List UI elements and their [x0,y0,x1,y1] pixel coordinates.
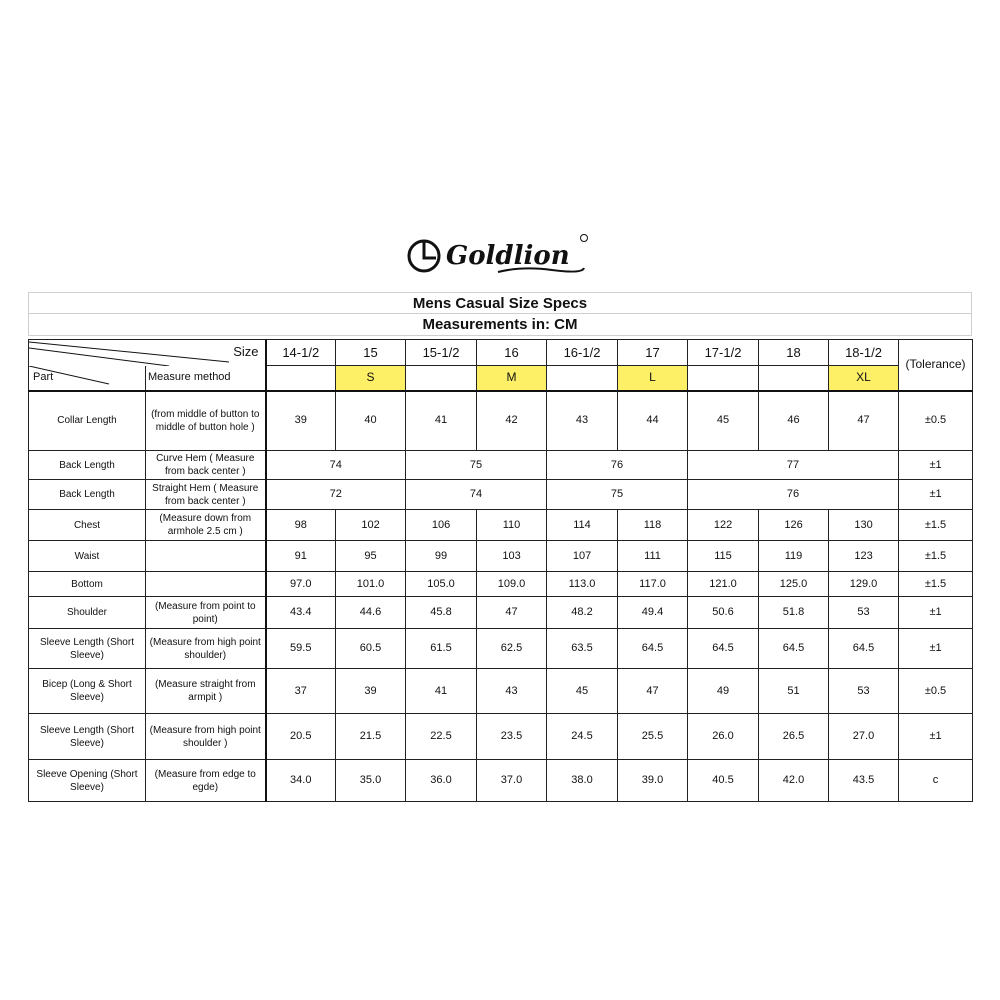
value-cell: 45 [688,391,759,451]
brand-logo [402,228,602,284]
method-cell: (from middle of button to middle of button hole ) [146,391,266,451]
value-cell: 44.6 [336,597,406,629]
value-cell: 42 [477,391,547,451]
value-cell: 34.0 [266,760,336,802]
table-row [29,714,973,760]
document-title: Mens Casual Size Specs [28,292,972,314]
value-cell: 64.5 [759,629,829,669]
value-cell: 26.5 [759,714,829,760]
value-cell: 53 [829,597,899,629]
value-cell: 49.4 [618,597,688,629]
value-cell: 121.0 [688,572,759,597]
diagonal-lines [29,340,266,366]
value-cell: 41 [406,669,477,714]
header-row-letters [29,366,973,391]
value-cell: 119 [759,541,829,572]
tolerance-cell: ±1 [899,480,973,510]
value-cell: 64.5 [829,629,899,669]
value-cell: 25.5 [618,714,688,760]
value-cell: 59.5 [266,629,336,669]
size-col-0: 14-1/2 [266,340,336,366]
size-col-4: 16-1/2 [547,340,618,366]
value-cell: 45 [547,669,618,714]
value-cell: 115 [688,541,759,572]
value-cell: 103 [477,541,547,572]
value-cell: 129.0 [829,572,899,597]
value-cell: 43.5 [829,760,899,802]
tolerance-cell: c [899,760,973,802]
value-cell: 110 [477,510,547,541]
value-cell: 74 [266,451,406,480]
tolerance-cell: ±1.5 [899,572,973,597]
table-row [29,760,973,802]
value-cell: 20.5 [266,714,336,760]
tolerance-cell: ±1 [899,714,973,760]
method-cell: (Measure from edge to egde) [146,760,266,802]
table-row [29,510,973,541]
tolerance-cell: ±1.5 [899,541,973,572]
value-cell: 111 [618,541,688,572]
tolerance-cell: ±1 [899,629,973,669]
method-cell: (Measure from high point shoulder) [146,629,266,669]
value-cell: 36.0 [406,760,477,802]
letter-col-3: M [477,366,547,391]
method-cell: (Measure from high point shoulder ) [146,714,266,760]
value-cell: 38.0 [547,760,618,802]
letter-col-0 [266,366,336,391]
value-cell: 123 [829,541,899,572]
value-cell: 74 [406,480,547,510]
value-cell: 105.0 [406,572,477,597]
size-col-1: 15 [336,340,406,366]
part-cell: Back Length [29,451,146,480]
part-cell: Collar Length [29,391,146,451]
part-cell: Sleeve Length (Short Sleeve) [29,629,146,669]
value-cell: 43 [547,391,618,451]
value-cell: 27.0 [829,714,899,760]
size-spec-table [28,339,973,802]
part-cell: Bottom [29,572,146,597]
value-cell: 39 [336,669,406,714]
value-cell: 75 [406,451,547,480]
value-cell: 49 [688,669,759,714]
table-row [29,451,973,480]
value-cell: 63.5 [547,629,618,669]
table-row [29,572,973,597]
header-row-sizes [29,340,973,366]
tolerance-cell: ±1 [899,451,973,480]
document-subtitle: Measurements in: CM [28,314,972,336]
value-cell: 39 [266,391,336,451]
tolerance-cell: ±0.5 [899,669,973,714]
part-cell: Chest [29,510,146,541]
method-cell [146,541,266,572]
value-cell: 76 [547,451,688,480]
value-cell: 40.5 [688,760,759,802]
value-cell: 47 [477,597,547,629]
value-cell: 53 [829,669,899,714]
value-cell: 113.0 [547,572,618,597]
value-cell: 60.5 [336,629,406,669]
goldlion-logo-mark-icon [402,228,602,284]
value-cell: 125.0 [759,572,829,597]
value-cell: 130 [829,510,899,541]
value-cell: 51 [759,669,829,714]
logo-wordmark: Goldlion [446,241,570,271]
part-cell: Shoulder [29,597,146,629]
letter-col-7 [759,366,829,391]
letter-col-8: XL [829,366,899,391]
letter-col-1: S [336,366,406,391]
value-cell: 61.5 [406,629,477,669]
part-cell: Back Length [29,480,146,510]
table-row [29,597,973,629]
value-cell: 44 [618,391,688,451]
value-cell: 39.0 [618,760,688,802]
tolerance-cell: ±1.5 [899,510,973,541]
value-cell: 47 [829,391,899,451]
value-cell: 109.0 [477,572,547,597]
size-col-3: 16 [477,340,547,366]
part-cell: Waist [29,541,146,572]
value-cell: 101.0 [336,572,406,597]
method-cell: (Measure down from armhole 2.5 cm ) [146,510,266,541]
size-col-7: 18 [759,340,829,366]
value-cell: 45.8 [406,597,477,629]
table-row [29,480,973,510]
value-cell: 117.0 [618,572,688,597]
value-cell: 91 [266,541,336,572]
part-label: Part [33,371,54,383]
value-cell: 42.0 [759,760,829,802]
size-col-8: 18-1/2 [829,340,899,366]
value-cell: 72 [266,480,406,510]
value-cell: 51.8 [759,597,829,629]
size-col-2: 15-1/2 [406,340,477,366]
value-cell: 76 [688,480,899,510]
value-cell: 99 [406,541,477,572]
method-cell: Straight Hem ( Measure from back center ) [146,480,266,510]
value-cell: 64.5 [618,629,688,669]
method-cell: (Measure straight from armpit ) [146,669,266,714]
value-cell: 37 [266,669,336,714]
table-row [29,669,973,714]
value-cell: 98 [266,510,336,541]
value-cell: 75 [547,480,688,510]
value-cell: 21.5 [336,714,406,760]
value-cell: 77 [688,451,899,480]
value-cell: 97.0 [266,572,336,597]
value-cell: 48.2 [547,597,618,629]
letter-col-2 [406,366,477,391]
value-cell: 35.0 [336,760,406,802]
value-cell: 107 [547,541,618,572]
value-cell: 102 [336,510,406,541]
value-cell: 23.5 [477,714,547,760]
size-label: Size [233,344,259,360]
value-cell: 50.6 [688,597,759,629]
value-cell: 40 [336,391,406,451]
part-header [29,366,146,391]
value-cell: 26.0 [688,714,759,760]
method-header: Measure method [146,366,266,391]
table-row [29,541,973,572]
value-cell: 47 [618,669,688,714]
letter-col-4 [547,366,618,391]
letter-col-5: L [618,366,688,391]
tolerance-cell: ±1 [899,597,973,629]
part-cell: Bicep (Long & Short Sleeve) [29,669,146,714]
value-cell: 43 [477,669,547,714]
value-cell: 24.5 [547,714,618,760]
value-cell: 106 [406,510,477,541]
value-cell: 122 [688,510,759,541]
value-cell: 62.5 [477,629,547,669]
value-cell: 46 [759,391,829,451]
tolerance-header: (Tolerance) [899,340,973,391]
value-cell: 126 [759,510,829,541]
size-col-6: 17-1/2 [688,340,759,366]
method-cell: (Measure from point to point) [146,597,266,629]
letter-col-6 [688,366,759,391]
header-corner [29,340,266,366]
value-cell: 95 [336,541,406,572]
method-cell: Curve Hem ( Measure from back center ) [146,451,266,480]
part-cell: Sleeve Opening (Short Sleeve) [29,760,146,802]
method-cell [146,572,266,597]
value-cell: 64.5 [688,629,759,669]
title-area [28,292,972,336]
table-row [29,629,973,669]
value-cell: 22.5 [406,714,477,760]
table-row [29,391,973,451]
value-cell: 118 [618,510,688,541]
value-cell: 41 [406,391,477,451]
value-cell: 43.4 [266,597,336,629]
size-col-5: 17 [618,340,688,366]
part-cell: Sleeve Length (Short Sleeve) [29,714,146,760]
value-cell: 114 [547,510,618,541]
value-cell: 37.0 [477,760,547,802]
tolerance-cell: ±0.5 [899,391,973,451]
